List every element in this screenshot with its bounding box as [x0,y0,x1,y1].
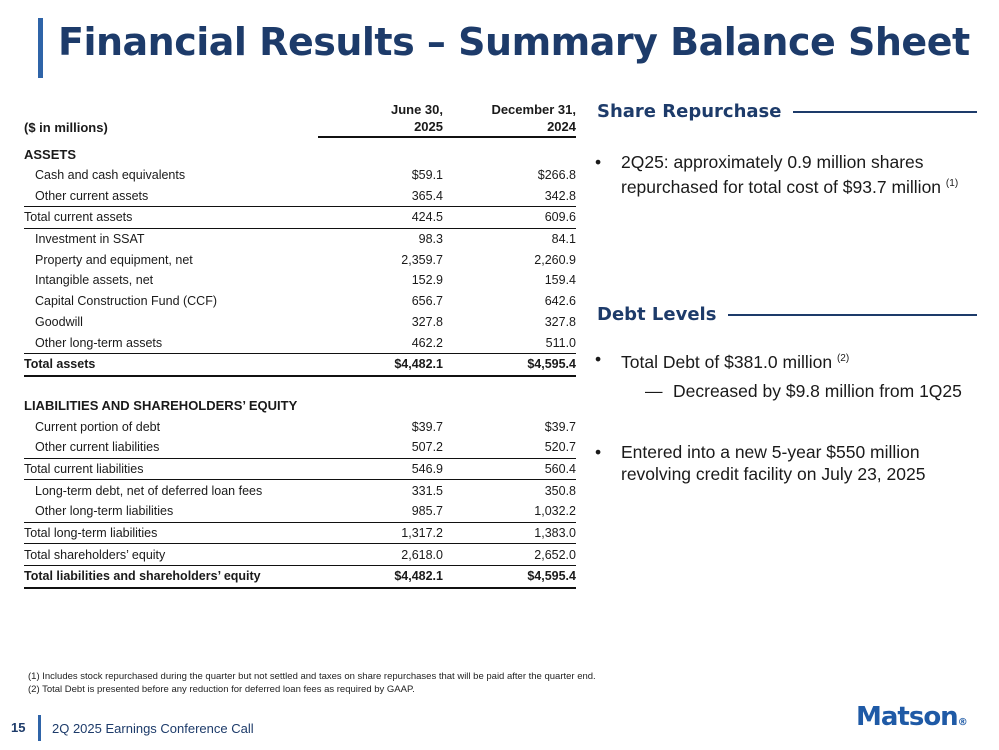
table-row [24,165,576,186]
title-accent-bar [38,18,43,78]
row-label: Intangible assets, net [35,273,154,288]
section-divider [793,111,977,113]
row-value-2025: 546.9 [318,458,443,480]
row-value-2024: $266.8 [537,168,576,183]
liabilities-heading-row [24,396,576,417]
row-value-2024: 84.1 [551,232,576,247]
table-header-row [24,117,576,137]
row-value-2025: $59.1 [411,168,443,183]
row-value-2025: 2,359.7 [401,252,443,267]
footnote-2: (2) Total Debt is presented before any reduction for deferred loan fees as required by GAAP. [28,683,415,695]
subtotal-row [24,458,576,480]
row-label: Capital Construction Fund (CCF) [35,294,218,309]
row-value-2024: 642.6 [544,294,576,309]
table-row [24,228,576,249]
row-value-2025: $4,482.1 [318,353,443,375]
row-value-2025: 327.8 [411,314,443,329]
subtotal-row [24,544,576,566]
row-value-2025: 1,317.2 [318,522,443,544]
table-row [24,416,576,437]
page-title: Financial Results – Summary Balance Sheet [58,20,970,64]
total-row [24,353,576,375]
page-number: 15 [11,720,26,735]
row-label: Total liabilities and shareholders’ equity [24,566,318,588]
row-value-2025: $4,482.1 [318,566,443,588]
row-label: Cash and cash equivalents [35,168,186,183]
row-value-2024: 2,260.9 [534,252,576,267]
row-label: Goodwill [35,314,83,329]
row-value-2024: $4,595.4 [443,566,576,588]
units-label: ($ in millions) [24,119,108,135]
bullet-text: Entered into a new 5-year $550 million revolving credit facility on July 23, 2025 [621,442,926,484]
debt-sub-bullet [645,380,975,402]
row-label: Other long-term assets [35,335,163,350]
row-label: Investment in SSAT [35,232,145,247]
row-label: Long-term debt, net of deferred loan fees [35,483,263,498]
col2-header-date: December 31, [491,102,576,117]
row-label: Total long-term liabilities [24,522,318,544]
bullet-text: 2Q25: approximately 0.9 million shares repurchased for total cost of $93.7 million [621,152,942,197]
subtotal-row [24,207,576,229]
row-value-2024: 609.6 [443,207,576,229]
row-value-2024: 560.4 [443,458,576,480]
table-row [24,501,576,522]
row-value-2025: 985.7 [411,504,443,519]
col2-header-year: 2024 [443,117,576,137]
row-value-2024: 1,032.2 [534,504,576,519]
subtotal-row [24,522,576,544]
debt-bullet-1 [595,348,980,373]
table-row [24,480,576,501]
row-label: Total assets [24,353,318,375]
bullet-dot-icon: • [595,349,602,369]
row-label: Current portion of debt [35,419,161,434]
table-row [24,249,576,270]
row-value-2024: 342.8 [544,188,576,203]
row-label: Total current assets [24,207,318,229]
bullet-dot-icon: • [595,152,602,172]
row-value-2025: $39.7 [411,419,443,434]
sub-bullet-text: Decreased by $9.8 million from 1Q25 [673,381,962,401]
row-label: Total shareholders’ equity [24,544,318,566]
debt-levels-heading: Debt Levels [597,304,717,325]
row-label: Other current liabilities [35,440,160,455]
liabilities-heading: LIABILITIES AND SHAREHOLDERS’ EQUITY [24,398,298,414]
row-value-2025: 98.3 [418,232,443,247]
footer-event-label: 2Q 2025 Earnings Conference Call [52,721,254,736]
row-value-2024: 327.8 [544,314,576,329]
row-value-2024: 520.7 [544,440,576,455]
assets-heading-row [24,144,576,165]
dash-icon: — [645,381,663,401]
table-row [24,291,576,312]
share-repurchase-header [597,101,977,122]
footnote-ref: (1) [945,178,959,189]
row-value-2024: 159.4 [544,273,576,288]
balance-sheet-table [24,98,576,589]
row-value-2025: 462.2 [411,335,443,350]
table-header-row [24,98,576,117]
row-value-2024: 350.8 [544,483,576,498]
bullet-dot-icon: • [595,442,602,462]
row-label: Other current assets [35,188,149,203]
assets-heading: ASSETS [24,146,77,162]
table-row [24,332,576,353]
row-value-2024: $39.7 [544,419,576,434]
table-row [24,185,576,206]
logo-text: Matson [856,702,958,732]
row-value-2025: 424.5 [318,207,443,229]
row-value-2024: 1,383.0 [443,522,576,544]
debt-levels-header [597,304,977,325]
col1-header-year: 2025 [318,117,443,137]
row-value-2025: 507.2 [411,440,443,455]
row-value-2024: 511.0 [545,335,576,350]
row-value-2025: 365.4 [411,188,443,203]
section-divider [728,314,977,316]
table-row [24,270,576,291]
row-value-2025: 152.9 [411,273,443,288]
bullet-text: Total Debt of $381.0 million [621,352,833,372]
logo-registered-mark: ® [957,717,968,728]
row-value-2025: 331.5 [411,483,443,498]
row-value-2025: 2,618.0 [318,544,443,566]
row-label: Other long-term liabilities [35,504,174,519]
share-repurchase-bullet [595,151,980,198]
footnote-1: (1) Includes stock repurchased during the quarter but not settled and taxes on share repurchases that will be paid after the quarter end. [28,671,596,682]
row-label: Total current liabilities [24,458,318,480]
col1-header-date: June 30, [390,102,443,117]
debt-bullet-2 [595,441,980,485]
total-row [24,566,576,588]
table-row [24,437,576,458]
row-value-2024: 2,652.0 [443,544,576,566]
matson-logo [856,702,968,732]
table-row [24,312,576,333]
row-label: Property and equipment, net [35,252,193,267]
footnote-ref: (2) [836,353,850,364]
row-value-2025: 656.7 [411,294,443,309]
row-value-2024: $4,595.4 [443,353,576,375]
footer-divider [38,715,41,741]
share-repurchase-heading: Share Repurchase [597,101,782,122]
footnotes [28,671,596,696]
